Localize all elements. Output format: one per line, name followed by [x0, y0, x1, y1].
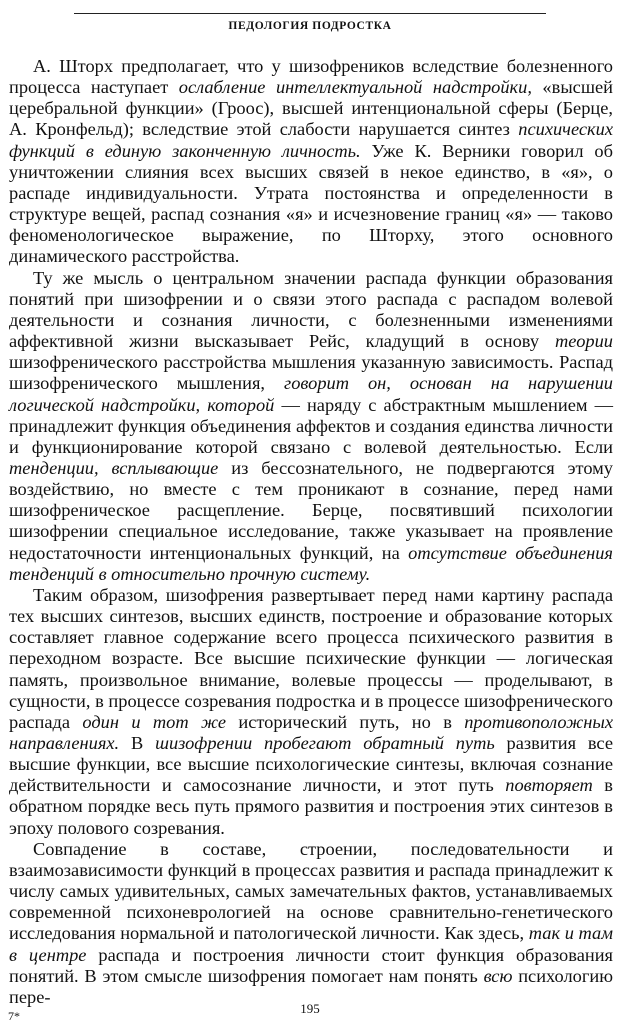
paragraph-1 — [9, 56, 613, 268]
running-head: ПЕДОЛОГИЯ ПОДРОСТКА — [228, 20, 392, 32]
italic-text-run: психических функций в единую законченную личность. — [9, 119, 613, 161]
italic-text-run: так и там в центре — [9, 923, 613, 965]
text-run: В — [119, 733, 156, 753]
text-run: Совпадение в составе, строении, последовательности и взаимозависимости функций в процессах развития и распада принадлежит к числу самых удивительных, самых замечательных фактов, устанавливаемых современной психоневрологией на основе сравнительно-генетического исследования нормальной и патологической личности. Как здесь, — [9, 838, 613, 944]
text-run: Таким образом, шизофрения развертывает перед нами картину распада тех высших синтезов, высших единств, построение и образование которых составляет главное содержание всего процесса психического развития в переходном возрасте. Все высшие психические функции — логическая память, произвольное внимание, волевые процессы — проделывают, в сущности, в процессе созревания подростка и в процессе шизофренического распада — [9, 584, 613, 732]
text-run: — наряду с абстрактным мышлением — принадлежит функция объединения аффектов и создания единства личности и функционирование которой связано с волевой деятельностью. Если — [9, 394, 613, 457]
italic-text-run: всю — [483, 965, 513, 986]
italic-text-run: тенденции, всплывающие — [9, 457, 219, 478]
italic-text-run: ослабление интеллектуальной надстройки, — [178, 77, 532, 98]
paragraph-4 — [9, 839, 613, 1008]
text-run: шизофренического расстройства мышления указанную зависимость. Распад шизофренического мышления, — [9, 352, 613, 394]
italic-text-run: один и тот же — [82, 711, 227, 732]
text-run: из бессознательного, не подвергаются этому воздействию, но вместе с тем проникают в сознание, перед нами шизофреническое расщепление. Берце, посвятивший психологии шизофрении специальное исследование, также указывает на проявление недостаточности интенциональных функций, на — [9, 457, 614, 563]
text-run: развития все высшие функции, все высшие психологические синтезы, включая сознание действительности и самосознание личности, и этот путь — [9, 733, 613, 796]
text-run: исторический путь, но в — [226, 711, 465, 732]
italic-text-run: шизофрении пробегают обратный путь — [155, 733, 495, 753]
text-run: в обратном порядке весь путь прямого развития и построения этих синтезов в эпоху полового созревания. — [9, 775, 613, 838]
text-run: психологию пере- — [9, 965, 614, 1007]
header-rule — [74, 13, 546, 14]
paragraph-2 — [9, 268, 613, 585]
page-number: 195 — [300, 1001, 320, 1016]
italic-text-run: теории — [555, 331, 613, 352]
text-run: Ту же мысль о центральном значении распада функции образования понятий при шизофрении и о связи этого распада с распадом волевой деятельности и сознания личности, с болезненными изменениями аффективной жизни высказывает Рейс, кладущий в основу — [9, 267, 613, 352]
italic-text-run: говорит он, основан на нарушении логической надстройки, которой — [9, 373, 613, 415]
text-run: Уже К. Верники говорил об уничтожении слияния всех высших связей в некое единство, в «я», о распаде индивидуальности. Утрата постоянства и определенности в структуре вещей, распад сознания «я» и исчезновение границ «я» — таково феноменологическое выражение, по Шторху, этого основного динамического расстройства. — [9, 140, 613, 267]
paragraph-3 — [9, 585, 613, 839]
text-run: распада и построения личности стоит функция образования понятий. В этом смысле шизофрения помогает нам понять — [9, 944, 613, 986]
text-run: «высшей церебральной функции» (Гроос), высшей интенциональной сферы (Берце, А. Кронфельд); вследствие этой слабости нарушается синтез — [9, 77, 613, 140]
body-text — [9, 56, 613, 1008]
italic-text-run: противоположных направлениях. — [9, 711, 613, 753]
italic-text-run: повторяет — [505, 775, 593, 796]
signature-mark: 7* — [8, 1009, 20, 1023]
text-run: А. Шторх предполагает, что у шизофреников вследствие болезненного процесса наступает — [9, 56, 613, 98]
italic-text-run: отсутствие объединения тенденций в относительно прочную систему. — [9, 542, 613, 584]
